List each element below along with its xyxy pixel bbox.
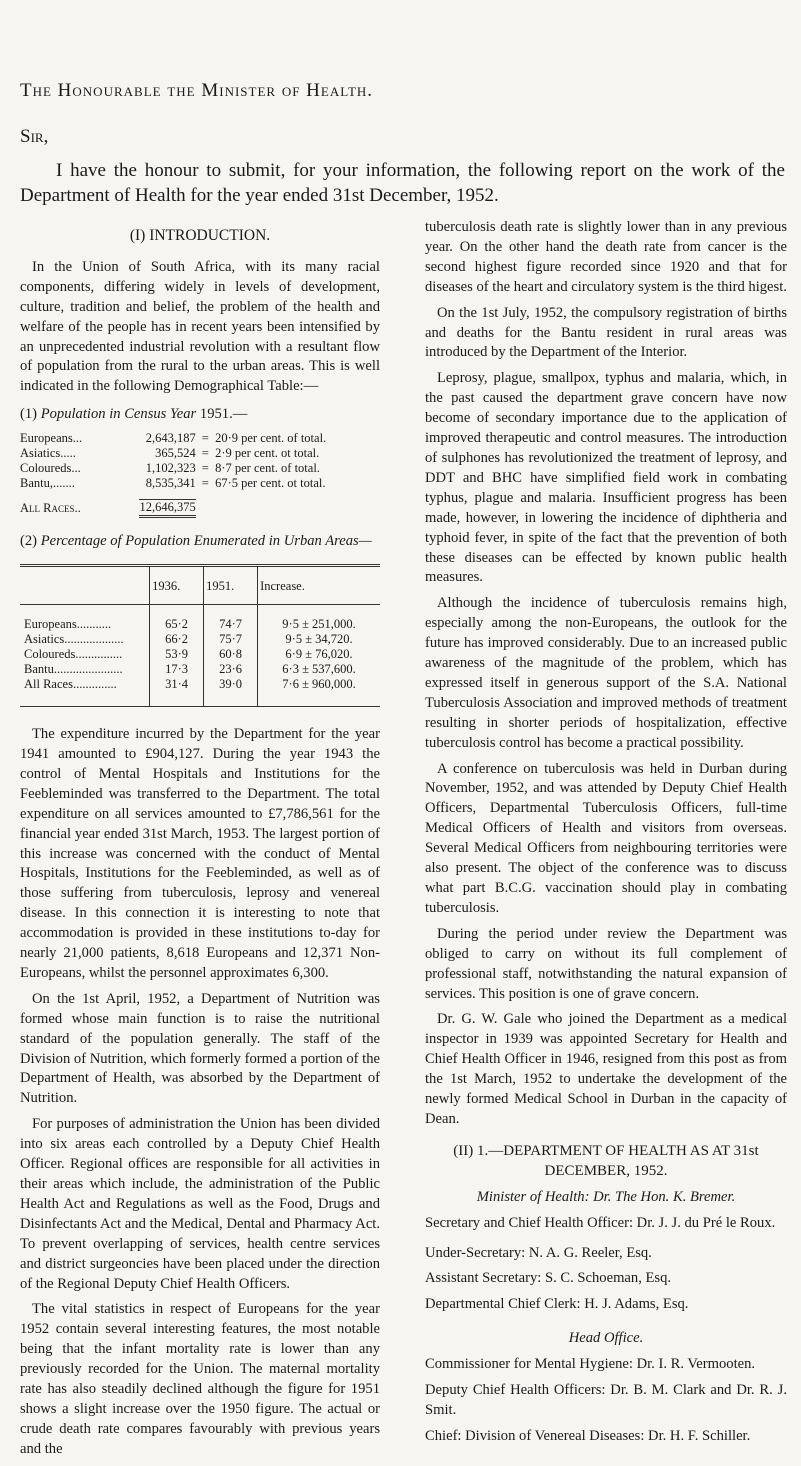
population-count: 365,524 [155, 446, 196, 461]
right-column [425, 218, 787, 1453]
population-heading-number: (1) [20, 406, 38, 423]
death-rate-paragraph: tuberculosis death rate is slightly lower than in any previous year. On the other hand the death rate from cancer is the second highest figure recorded since 1920 and that for diseases of the heart and circulatory system is the third higest. [425, 219, 787, 295]
equals-sign: = [201, 431, 209, 446]
urban-heading-number: (2) [20, 533, 38, 550]
table-cell: Asiatics................... [24, 632, 124, 647]
assistant-secretary-line: Assistant Secretary: S. C. Schoeman, Esq. [425, 1270, 672, 1287]
under-secretary-line: Under-Secretary: N. A. G. Reeler, Esq. [425, 1244, 652, 1261]
administration-paragraph: For purposes of administration the Union has been divided into six areas each controlled by a Deputy Chief Health Officer. Regional offices are responsible for all activities in their areas which include, the administration of the Public Health Act and Regulations as well as the Food, Drugs and Disinfectants Act and the Medical, Dental and Pharmacy Act. To prevent overlapping of services, health centre services and district surgeoncies have been placed under the direction of the Regional Deputy Chief Health Officers. [20, 1116, 380, 1292]
head-office-heading: Head Office. [568, 1330, 644, 1347]
population-count: 8,535,341 [145, 476, 196, 491]
table-cell: 39·0 [204, 677, 258, 707]
population-heading-text: Population in Census Year [40, 406, 197, 423]
population-total-label: All Races.. [20, 501, 81, 516]
population-group: Bantu,....... [20, 476, 75, 491]
department-section-title: (II) 1.—DEPARTMENT OF HEALTH AS AT 31st DECEMBER, 1952. [453, 1142, 759, 1179]
table-cell: All Races.............. [20, 677, 150, 707]
gale-paragraph: Dr. G. W. Gale who joined the Department as a medical inspector in 1939 was appointed Secretary for Health and Chief Health Officer in 1946, resigned from this post as from the 1st March, 1952 to undertake the development of the newly formed Medical School in Durban in the capacity of Dean. [425, 1011, 787, 1127]
introduction-title: (I) INTRODUCTION. [129, 227, 271, 244]
population-percent: 8·7 per cent. of total. [215, 461, 320, 476]
table-row [20, 446, 380, 461]
table-row [20, 491, 380, 518]
population-heading [20, 405, 380, 425]
table-cell: 6·3 ± 537,600. [258, 662, 380, 677]
urban-heading [20, 532, 380, 552]
table-cell: Europeans........... [24, 617, 112, 632]
table-cell: 66·2 [150, 632, 204, 647]
table-cell: 31·4 [150, 677, 204, 707]
commissioner-line: Commissioner for Mental Hygiene: Dr. I. R. Vermooten. [425, 1356, 756, 1373]
population-count: 2,643,187 [145, 431, 196, 446]
minister-name: Dr. The Hon. K. Bremer. [593, 1188, 736, 1205]
registration-paragraph: On the 1st July, 1952, the compulsory registration of births and deaths for the Bantu resident in rural areas was introduced by the Department of the Interior. [425, 304, 787, 361]
left-column [20, 218, 380, 1466]
table-row [20, 632, 380, 647]
urban-heading-text: Percentage of Population Enumerated in Urban Areas— [40, 533, 372, 550]
population-heading-year: 1951.— [199, 406, 248, 423]
venereal-chief-line: Chief: Division of Venereal Diseases: Dr. H. F. Schiller. [425, 1427, 751, 1444]
deputy-chiefs-line: Deputy Chief Health Officers: Dr. B. M. Clark and Dr. R. J. Smit. [425, 1382, 787, 1418]
population-count: 1,102,323 [145, 461, 196, 476]
staff-paragraph: During the period under review the Department was obliged to carry on without its full complement of professional staff, notwithstanding the natural expansion of services. This position is one of grave concern. [425, 925, 787, 1002]
intro-body-paragraph: In the Union of South Africa, with its many racial components, differing widely in levels of development, culture, tradition and belief, the problem of the health and welfare of the people has in recent years been intensified by an unprecedented industrial revolution with a resultant flow of population from the rural to the urban areas. This is well indicated in the following Demographical Table:— [20, 258, 380, 395]
document-heading: The Honourable the Minister of Health. [20, 80, 374, 101]
conference-paragraph: A conference on tuberculosis was held in Durban during November, 1952, and was attended by Deputy Chief Health Officers, Departmental Tuberculosis Officers, full-time Medical Officers of Health and visitors from overseas. Several Medical Officers from neighbouring territories were also present. The object of the conference was to discuss what part B.C.G. vaccination should play in combating tuberculosis. [425, 760, 787, 916]
table-row [20, 431, 380, 446]
table-cell: 74·7 [204, 605, 258, 633]
population-table [20, 431, 380, 518]
minister-line [425, 1188, 787, 1208]
diseases-paragraph: Leprosy, plague, smallpox, typhus and malaria, which, in the past caused the department grave concern have now become of secondary importance due to the application of improved therapeutic and control measures. The introduction of sulphones has revolutionized the treatment of leprosy, and DDT and BHC have simplified field work in combating typhus, plague and malaria. Insufficient progress has been made, however, in lowering the incidence of diphtheria and typhoid fever, in spite of the fact that the prevention of both these diseases can be effected by known public health measures. [425, 370, 787, 586]
table-row [20, 647, 380, 662]
equals-sign: = [201, 446, 209, 461]
column-header: 1936. [150, 566, 204, 605]
column-header [20, 566, 150, 605]
column-header: Increase. [258, 566, 380, 605]
secretary-line: Secretary and Chief Health Officer: Dr. J. J. du Pré le Roux. [425, 1214, 776, 1231]
table-row [20, 605, 380, 633]
table-row [20, 476, 380, 491]
table-row [20, 662, 380, 677]
table-cell: 9·5 ± 251,000. [258, 605, 380, 633]
salutation: Sir, [20, 126, 49, 147]
table-cell: 17·3 [150, 662, 204, 677]
table-cell: 65·2 [150, 605, 204, 633]
table-row [20, 677, 380, 707]
tuberculosis-paragraph: Although the incidence of tuberculosis remains high, especially among the non-Europeans, the outlook for the future has improved considerably. Due to an increased public awareness of the magnitude of the problem, which has expressed itself in generous support of the S.A. National Tuberculosis Association and improved methods of treatment resulting in shorter periods of hospitalization, effective tuberculosis control has become a practical possibility. [425, 595, 787, 751]
table-cell: 60·8 [204, 647, 258, 662]
population-group: Europeans... [20, 431, 83, 446]
equals-sign: = [201, 461, 209, 476]
table-cell: 9·5 ± 34,720. [258, 632, 380, 647]
population-percent: 20·9 per cent. of total. [215, 431, 327, 446]
table-cell: 53·9 [150, 647, 204, 662]
nutrition-paragraph: On the 1st April, 1952, a Department of Nutrition was formed whose main function is to raise the nutritional standard of the population generally. The staff of the Division of Nutrition, which formerly formed a portion of the Department of Health, was absorbed by the Department of Nutrition. [20, 990, 380, 1107]
table-cell: Coloureds............... [24, 647, 123, 662]
chief-clerk-line: Departmental Chief Clerk: H. J. Adams, Esq. [425, 1296, 689, 1313]
expenditure-paragraph: The expenditure incurred by the Department for the year 1941 amounted to £904,127. During the year 1943 the control of Mental Hospitals and Institutions for the Feebleminded was transferred to the Department. The total expenditure on all services amounted to £7,786,561 for the financial year ended 31st March, 1953. The largest portion of this increase was concerned with the conduct of Mental Hospitals, Institutions for the Feebleminded, as well as of those suffering from tuberculosis, leprosy and venereal disease. In this connection it is interesting to note that accommodation is provided in these institutions to-day for nearly 21,000 patients, 8,618 Europeans and 12,371 Non-Europeans, whilst the personnel approximates 6,300. [20, 726, 380, 981]
table-cell: Bantu...................... [24, 662, 123, 677]
vital-statistics-paragraph: The vital statistics in respect of Europeans for the year 1952 contain several interesting features, the most notable being that the infant mortality rate is lower than any previously recorded for the Union. The maternal mortality rate has also steadily declined although the figure for 1951 shows a slight increase over the 1950 figure. The actual or crude death rate compares favourably with previous years and the [20, 1301, 380, 1457]
column-header: 1951. [204, 566, 258, 605]
table-row [20, 461, 380, 476]
table-cell: 7·6 ± 960,000. [258, 677, 380, 707]
table-header-row [20, 566, 380, 605]
equals-sign: = [201, 476, 209, 491]
table-cell: 75·7 [204, 632, 258, 647]
table-cell: 23·6 [204, 662, 258, 677]
population-percent: 2·9 per cent. ot total. [215, 446, 320, 461]
population-percent: 67·5 per cent. ot total. [215, 476, 326, 491]
population-group: Asiatics..... [20, 446, 76, 461]
intro-paragraph: I have the honour to submit, for your information, the following report on the work of the Department of Health for the year ended 31st December, 1952. [20, 160, 785, 206]
population-total: 12,646,375 [139, 499, 195, 518]
population-group: Coloureds... [20, 461, 81, 476]
minister-label: Minister of Health: [476, 1188, 590, 1205]
table-cell: 6·9 ± 76,020. [258, 647, 380, 662]
urban-population-table [20, 564, 380, 707]
